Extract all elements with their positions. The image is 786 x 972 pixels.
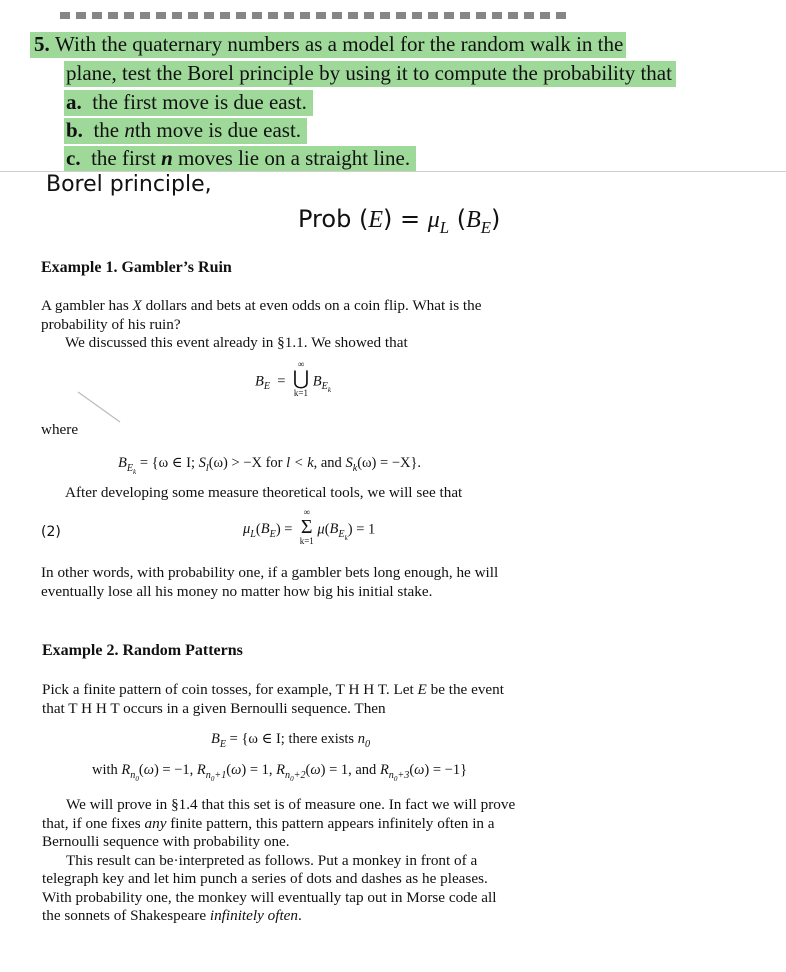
ex2-p1: Pick a finite pattern of coin tosses, for example, T H H T. Let E be the event that T H H T occurs in a given Bernoulli sequence. Then [42,681,504,717]
part-a-label: a. [66,90,82,114]
prob-event: E [368,207,383,233]
problem-text-2: plane, test the Borel principle by using it to compute the probability that [64,61,676,87]
example2-title: Example 2. Random Patterns [42,642,243,659]
ex2-condition-equation: with $R_{n_0}(\omega) = -1$, $R_{n_0+1}(\omega) = 1$, $R_{n_0+2}(\omega) = 1$, and $R_{n_0+3}(\omega) = -1$} [92,762,468,783]
ex1-p3: After developing some measure theoretical tools, we will see that [65,484,463,501]
problem-text-1: With the quaternary numbers as a model for the random walk in the [55,32,624,56]
where-label: where [41,421,79,438]
ex1-measure-equation: $\mu_L(B_E)$ = ∞ Σ k=1 $\mu(B_{E_k}) = 1$ [243,507,376,546]
borel-heading: Borel principle, [46,172,212,197]
ex1-p4: In other words, with probability one, if a gambler bets long enough, he will eventually lose all his money no matter how big his initial stake. [41,564,499,600]
equation-label: (2) [41,524,61,540]
ex1-p1-line1: A gambler has X dollars and bets at even odds on a coin flip. What is the [41,297,482,314]
problem-part-b [64,116,307,144]
borel-formula: Prob $(E) = \mu_L$ $(B_E)$ [298,205,501,237]
problem-line-2 [64,59,676,87]
mu-sub: L [439,217,450,237]
prob-label: Prob [298,205,352,233]
ex1-p2: We discussed this event already in §1.1. We showed that [65,334,408,351]
mu-symbol: μ [427,207,440,233]
sum-operator: ∞ Σ k=1 [299,507,314,546]
part-c-label: c. [66,146,81,170]
part-c-text-1: the first [91,146,162,170]
example1-title: Example 1. Gambler’s Ruin [41,259,232,276]
part-a-text: the first move is due east. [92,90,307,114]
ex1-p1-line2: probability of his ruin? [41,315,181,333]
union-operator: ∞ ⋃ k=1 [292,359,310,398]
set-sub: E [480,217,492,237]
ex1-var-x: X [132,297,142,314]
part-b-text-1: the [93,118,125,142]
ex2-set-equation: $B_E = \{\omega$ ∈ I; there exists $n_0$ [211,731,371,750]
part-c-var: n [161,146,173,170]
part-b-text-2: th move is due east. [134,118,302,142]
ex1-set-definition: $B_{E_k} = \{\omega$ ∈ I; $S_l(\omega) > -X$ for l < k, and $S_k(\omega) = -X$}. [118,455,422,476]
problem-line-1 [30,30,626,58]
pen-stroke [76,390,126,430]
example1-para1 [41,297,561,353]
problem-part-c [64,144,416,172]
part-b-var: n [124,118,135,142]
part-b-label: b. [66,118,83,142]
problem-number: 5. [34,32,50,56]
ex2-p2: We will prove in §1.4 that this set is of measure one. In fact we will prove that, if one fixes any finite pattern, this pattern appears infinitely often in a Bernoulli sequence with probability one. This result can be·interpreted as follows. Put a monkey in front of a telegraph key and let him punch a series of dots and dashes as he pleases. With probability one, the monkey will eventually tap out in Morse code all the sonnets of Shakespeare infinitely often. [42,796,516,924]
ex1-union-equation: $B_E$ = ∞ ⋃ k=1 $B_{E_k}$ [255,359,331,398]
part-c-text-2: moves lie on a straight line. [172,146,411,170]
cropped-top-line [60,12,570,19]
set-symbol: B [466,207,481,233]
problem-part-a [64,88,313,116]
